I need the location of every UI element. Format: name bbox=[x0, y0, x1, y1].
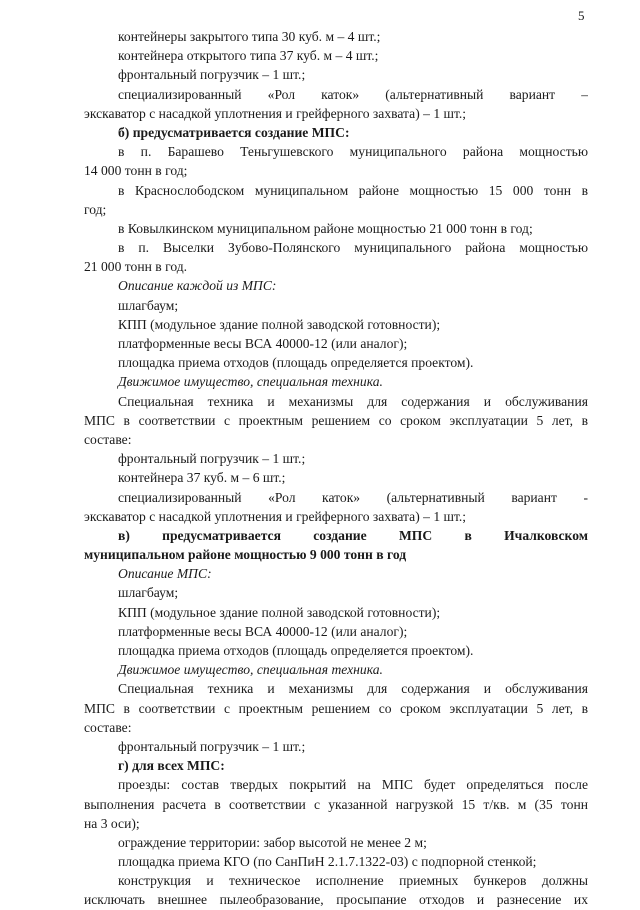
text-line: площадка приема отходов (площадь определяется проектом). bbox=[118, 355, 474, 371]
text-line: платформенные весы ВСА 40000-12 (или аналог); bbox=[118, 623, 408, 639]
text-line: платформенные весы ВСА 40000-12 (или аналог); bbox=[118, 336, 408, 351]
section-heading-line: муниципальном районе мощностью 9 000 тонн в год bbox=[84, 547, 407, 563]
italic-subheading-line: Движимое имущество, специальная техника. bbox=[118, 374, 383, 390]
italic-subheading-line: Движимое имущество, специальная техника. bbox=[118, 662, 383, 678]
text-line: конструкция и техническое исполнение приемных бункеров должны bbox=[118, 873, 588, 889]
text-line: фронтальный погрузчик – 1 шт.; bbox=[118, 451, 306, 467]
text-line: КПП (модульное здание полной заводской готовности); bbox=[118, 604, 441, 620]
text-line: контейнера открытого типа 37 куб. м – 4 шт.; bbox=[118, 48, 379, 64]
text-line: в п. Выселки Зубово-Полянского муниципального района мощностью bbox=[118, 240, 588, 256]
text-line: исключать внешнее пылеобразование, просыпание отходов и разнесение их bbox=[84, 892, 588, 908]
text-line: контейнера 37 куб. м – 6 шт.; bbox=[118, 470, 286, 486]
text-line: экскаватор с насадкой уплотнения и грейферного захвата) – 1 шт.; bbox=[84, 508, 467, 524]
section-heading-line: в) предусматривается создание МПС в Ичалковском bbox=[118, 527, 588, 543]
section-heading-line: б) предусматривается создание МПС: bbox=[118, 124, 350, 140]
text-line: шлагбаум; bbox=[118, 585, 179, 601]
text-line: 14 000 тонн в год; bbox=[84, 163, 188, 179]
text-line: проезды: состав твердых покрытий на МПС будет определяться после bbox=[118, 777, 588, 793]
text-line: 21 000 тонн в год. bbox=[84, 259, 188, 275]
text-line: фронтальный погрузчик – 1 шт.; bbox=[118, 738, 306, 754]
text-line: контейнеры закрытого типа 30 куб. м – 4 шт.; bbox=[118, 29, 381, 44]
text-line: год; bbox=[84, 201, 107, 217]
italic-subheading-line: Описание каждой из МПС: bbox=[118, 278, 277, 294]
text-line: в Ковылкинском муниципальном районе мощностью 21 000 тонн в год; bbox=[118, 220, 533, 236]
text-line: ограждение территории: забор высотой не менее 2 м; bbox=[118, 834, 427, 850]
text-line: в п. Барашево Теньгушевского муниципального района мощностью bbox=[118, 144, 588, 160]
text-line: в Краснослободском муниципальном районе мощностью 15 000 тонн в bbox=[118, 182, 588, 198]
page-number: 5 bbox=[578, 8, 585, 23]
text-line: Специальная техника и механизмы для содержания и обслуживания bbox=[118, 681, 588, 697]
text-line: МПС в соответствии с проектным решением со сроком эксплуатации 5 лет, в bbox=[84, 412, 588, 428]
text-line: Специальная техника и механизмы для содержания и обслуживания bbox=[118, 393, 588, 409]
italic-subheading-line: Описание МПС: bbox=[118, 566, 212, 582]
text-line: шлагбаум; bbox=[118, 297, 179, 313]
text-line: экскаватор с насадкой уплотнения и грейферного захвата) – 1 шт.; bbox=[84, 105, 467, 121]
text-line: специализированный «Рол каток» (альтернативный вариант – bbox=[118, 86, 588, 102]
text-line: составе: bbox=[84, 431, 132, 447]
text-line: составе: bbox=[84, 719, 132, 735]
document-body bbox=[84, 27, 588, 910]
text-line: КПП (модульное здание полной заводской готовности); bbox=[118, 316, 441, 332]
text-line: на 3 оси); bbox=[84, 815, 140, 831]
text-line: специализированный «Рол каток» (альтернативный вариант - bbox=[118, 489, 588, 505]
section-heading-line: г) для всех МПС: bbox=[118, 758, 225, 774]
text-line: площадка приема КГО (по СанПиН 2.1.7.1322-03) с подпорной стенкой; bbox=[118, 854, 537, 870]
text-line: площадка приема отходов (площадь определяется проектом). bbox=[118, 643, 474, 658]
text-line: фронтальный погрузчик – 1 шт.; bbox=[118, 67, 306, 83]
text-line: выполнения расчета в соответствии с указанной нагрузкой 15 т/кв. м (35 тонн bbox=[84, 796, 588, 812]
text-line: МПС в соответствии с проектным решением со сроком эксплуатации 5 лет, в bbox=[84, 700, 588, 716]
